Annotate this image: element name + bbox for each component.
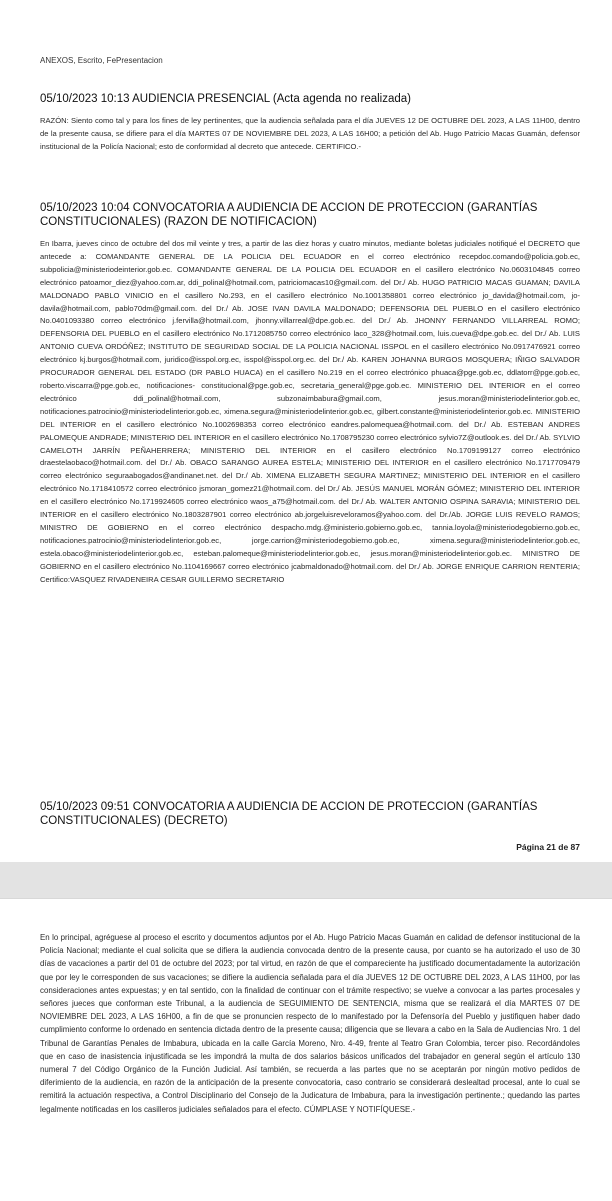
page-number: Página 21 de 87 (516, 842, 580, 852)
entry-text-notificacion: En Ibarra, jueves cinco de octubre del dos mil veinte y tres, a partir de las diez horas y cuatro minutos, mediante boletas judiciales notifiqué el DECRETO que antecede a: COMANDANTE GENERAL DE LA POLICIA DEL ECUADOR en el correo electrónico recepdoc.comando@policia.gob.ec, subpolicia@ministeriodeinterior.gob.ec. COMANDANTE GENERAL DE LA POLICIA DEL ECUADOR en el casillero electrónico No.0603104845 correo electrónico patoamor_diez@yahoo.com.ar, ddi_polinal@hotmail.com, patriciomacas10@gmail.com. del Dr./ Ab. HUGO PATRICIO MACAS GUAMAN; DAVILA MALDONADO PABLO VINICIO en el casillero No.293, en el casillero electrónico No.1001358801 correo electrónico jo_davida@hotmail.com, jo-davila@hotmail.com, pablo70dm@gmail.com. del Dr./ Ab. JOSE IVAN DAVILA MALDONADO; DEFENSORIA DEL PUEBLO en el casillero electrónico No.0401093380 correo electrónico j.fervilla@hotmail.com, jhonny.villarreal@dpe.gob.ec. del Dr./ Ab. JHONNY FERNANDO VILLARREAL ROMO; DEFENSORIA DEL PUEBLO en el casillero electrónico No.1712085750 correo electrónico laco_328@hotmail.com, luis.cueva@dpe.gob.ec. del Dr./ Ab. LUIS ANTONIO CUEVA ORDÓÑEZ; INSTITUTO DE SEGURIDAD SOCIAL DE LA POLICIA NACIONAL ISSPOL en el casillero electrónico No.0917476921 correo electrónico kj.burgos@hotmail.com, juridico@isspol.org.ec, isspol@isspol.org.ec. del Dr./ Ab. KAREN JOHANNA BURGOS MOSQUERA; IÑIGO SALVADOR PROCURADOR GENERAL DEL ESTADO (DR PABLO HUACA) en el casillero No.219 en el correo electrónico phuaca@pge.gob.ec, ddlatorr@pge.gob.ec, roberto.viscarra@pge.gob.ec, notificaciones- constitucional@pge.gob.ec, secretaria_general@pge.gob.ec. MINISTERIO DEL INTERIOR en el correo electrónico ddi_polinal@hotmail.com, subzonaimbabura@gmail.com, jesus.moran@ministeriodelinterior.gob.ec, notificaciones.patrocinio@ministeriodelinterior.gob.ec, ximena.segura@ministeriodelinterior.gob.ec, gilbert.constante@ministeriodelinterior.gob.ec. MINISTERIO DEL INTERIOR en el casillero electrónico No.1002698353 correo electrónico eandres.palomequea@hotmail.com. del Dr./ Ab. ESTEBAN ANDRES PALOMEQUE ANDRADE; MINISTERIO DEL INTERIOR en el casillero electrónico No.1708795230 correo electrónico sylvio7Z@outlook.es. del Dr./ Ab. SYLVIO CAMELOTH JARRÍN PEÑAHERRERA; MINISTERIO DEL INTERIOR en el casillero electrónico No.1709199127 correo electrónico draestelaobaco@hotmail.com. del Dr./ Ab. OBACO SARANGO AUREA ESTELA; MINISTERIO DEL INTERIOR en el casillero electrónico No.1717709479 correo electrónico seguraabogados@andinanet.net. del Dr./ Ab. XIMENA ELIZABETH SEGURA MARTINEZ; MINISTERIO DEL INTERIOR en el casillero electrónico No.1718410572 correo electrónico jsmoran_gomez21@hotmail.com. del Dr./ Ab. JESÚS MANUEL MORÁN GÓMEZ; MINISTERIO DEL INTERIOR en el casillero electrónico No.1719924605 correo electrónico waos_a75@hotmail.com. del Dr./ Ab. WALTER ANTONIO OSPINA SARAVIA; MINISTERIO DEL INTERIOR en el casillero electrónico No.1803287901 correo electrónico ab.jorgeluisreveloramos@yahoo.com. del Dr./Ab. JORGE LUIS REVELO RAMOS; MINISTRO DE GOBIERNO en el correo electrónico despacho.mdg.@ministerio.gobierno.gob.ec, tannia.loyola@ministeriodegobierno.gob.ec, notificaciones.patrocinio@ministeriodelinterior.gob.ec, jorge.carrion@ministeriodegobierno.gob.ec, ximena.segura@ministeriodelinterior.gob.ec, estela.obaco@ministeriodelinterior.gob.ec, esteban.palomeque@ministeriodelinterior.gob.ec, jesus.moran@ministeriodelinterior.gob.ec. MINISTRO DE GOBIERNO en el casillero electrónico No.1104169667 correo electrónico jcabmaldonado@hotmail.com. del Dr./ Ab. JORGE ENRIQUE CARRION RENTERIA; Certifico:VASQUEZ RIVADENEIRA CESAR GUILLERMO SECRETARIO (40, 239, 580, 584)
entry-text-razon: RAZÓN: Siento como tal y para los fines de ley pertinentes, que la audiencia señalada para el día JUEVES 12 DE OCTUBRE DEL 2023, A LAS 11H00, dentro de la presente causa, se difiere para el día MARTES 07 DE NOVIEMBRE DEL 2023, A LAS 16H00; a petición del Ab. Hugo Patricio Macas Guamán, defensor institucional de la Policía Nacional; esto de conformidad al decreto que antecede. CERTIFICO.- (40, 116, 580, 151)
entry-heading-decreto: 05/10/2023 09:51 CONVOCATORIA A AUDIENCIA DE ACCION DE PROTECCION (GARANTÍAS CONSTITUCIONALES) (DECRETO) (40, 801, 538, 827)
annexes-line: ANEXOS, Escrito, FePresentacion (40, 56, 163, 65)
entry-heading-notificacion: 05/10/2023 10:04 CONVOCATORIA A AUDIENCIA DE ACCION DE PROTECCION (GARANTÍAS CONSTITUCIONALES) (RAZON DE NOTIFICACION) (40, 202, 538, 228)
decree-text: En lo principal, agréguese al proceso el escrito y documentos adjuntos por el Ab. Hugo Patricio Macas Guamán en calidad de defensor institucional de la Policía Nacional; mediante el cual solicita que se difiera la audiencia convocada dentro de la presente causa, por cuanto se ha autorizado el uso de 30 días de vacaciones a partir del 01 de octubre del 2023; por tal virtud, en razón de que el compareciente ha justificado documentadamente la autorización que por ley le corresponden de sus vacaciones; se difiere la audiencia señalada para el día JUEVES 12 DE OCTUBRE DEL 2023, A LAS 11H00, por las consideraciones antes expuestas; y en tal sentido, con la finalidad de continuar con el trámite respectivo; se vuelve a convocar a las partes procesales y señores jueces que conforman este Tribunal, a la audiencia de SEGUIMIENTO DE SENTENCIA, misma que se realizará el día MARTES 07 DE NOVIEMBRE DEL 2023, A LAS 16H00, a fin de que se pronuncien respecto de lo manifestado por la Defensoría del Pueblo y justifiquen haber dado cumplimiento conforme lo ordenado en sentencia dictada dentro de la presente causa; diligencia que se llevara a cabo en la Sala de Audiencias Nro. 1 del Tribunal de Garantías Penales de Imbabura, ubicada en la calle García Moreno, Nro. 4-49, frente al Teatro Gran Colombia, tercer piso. Recordándoles que en caso de inasistencia injustificada se les impondrá la multa de dos salarios básicos unificados del trabajador en general según el artículo 130 numeral 7 del Código Orgánico de la Función Judicial. Así también, se recuerda a las partes que no se aceptarán por ningún motivo pedidos de diferimiento de la audiencia, en razón de la anticipación de la presente convocatoria, caso contrario se considerará deslealtad procesal, ante lo cual se remitirá la actuación respectiva, a Control Disciplinario del Consejo de la Judicatura de Imbabura, para la investigación pertinente.; quedando las partes legalmente notificadas en los casilleros judiciales señalados para el efecto. CÚMPLASE Y NOTIFÍQUESE.- (40, 933, 580, 1114)
page-separator (0, 862, 612, 898)
document-page-22 (0, 898, 612, 1201)
entry-heading-acta: 05/10/2023 10:13 AUDIENCIA PRESENCIAL (Acta agenda no realizada) (40, 93, 411, 105)
